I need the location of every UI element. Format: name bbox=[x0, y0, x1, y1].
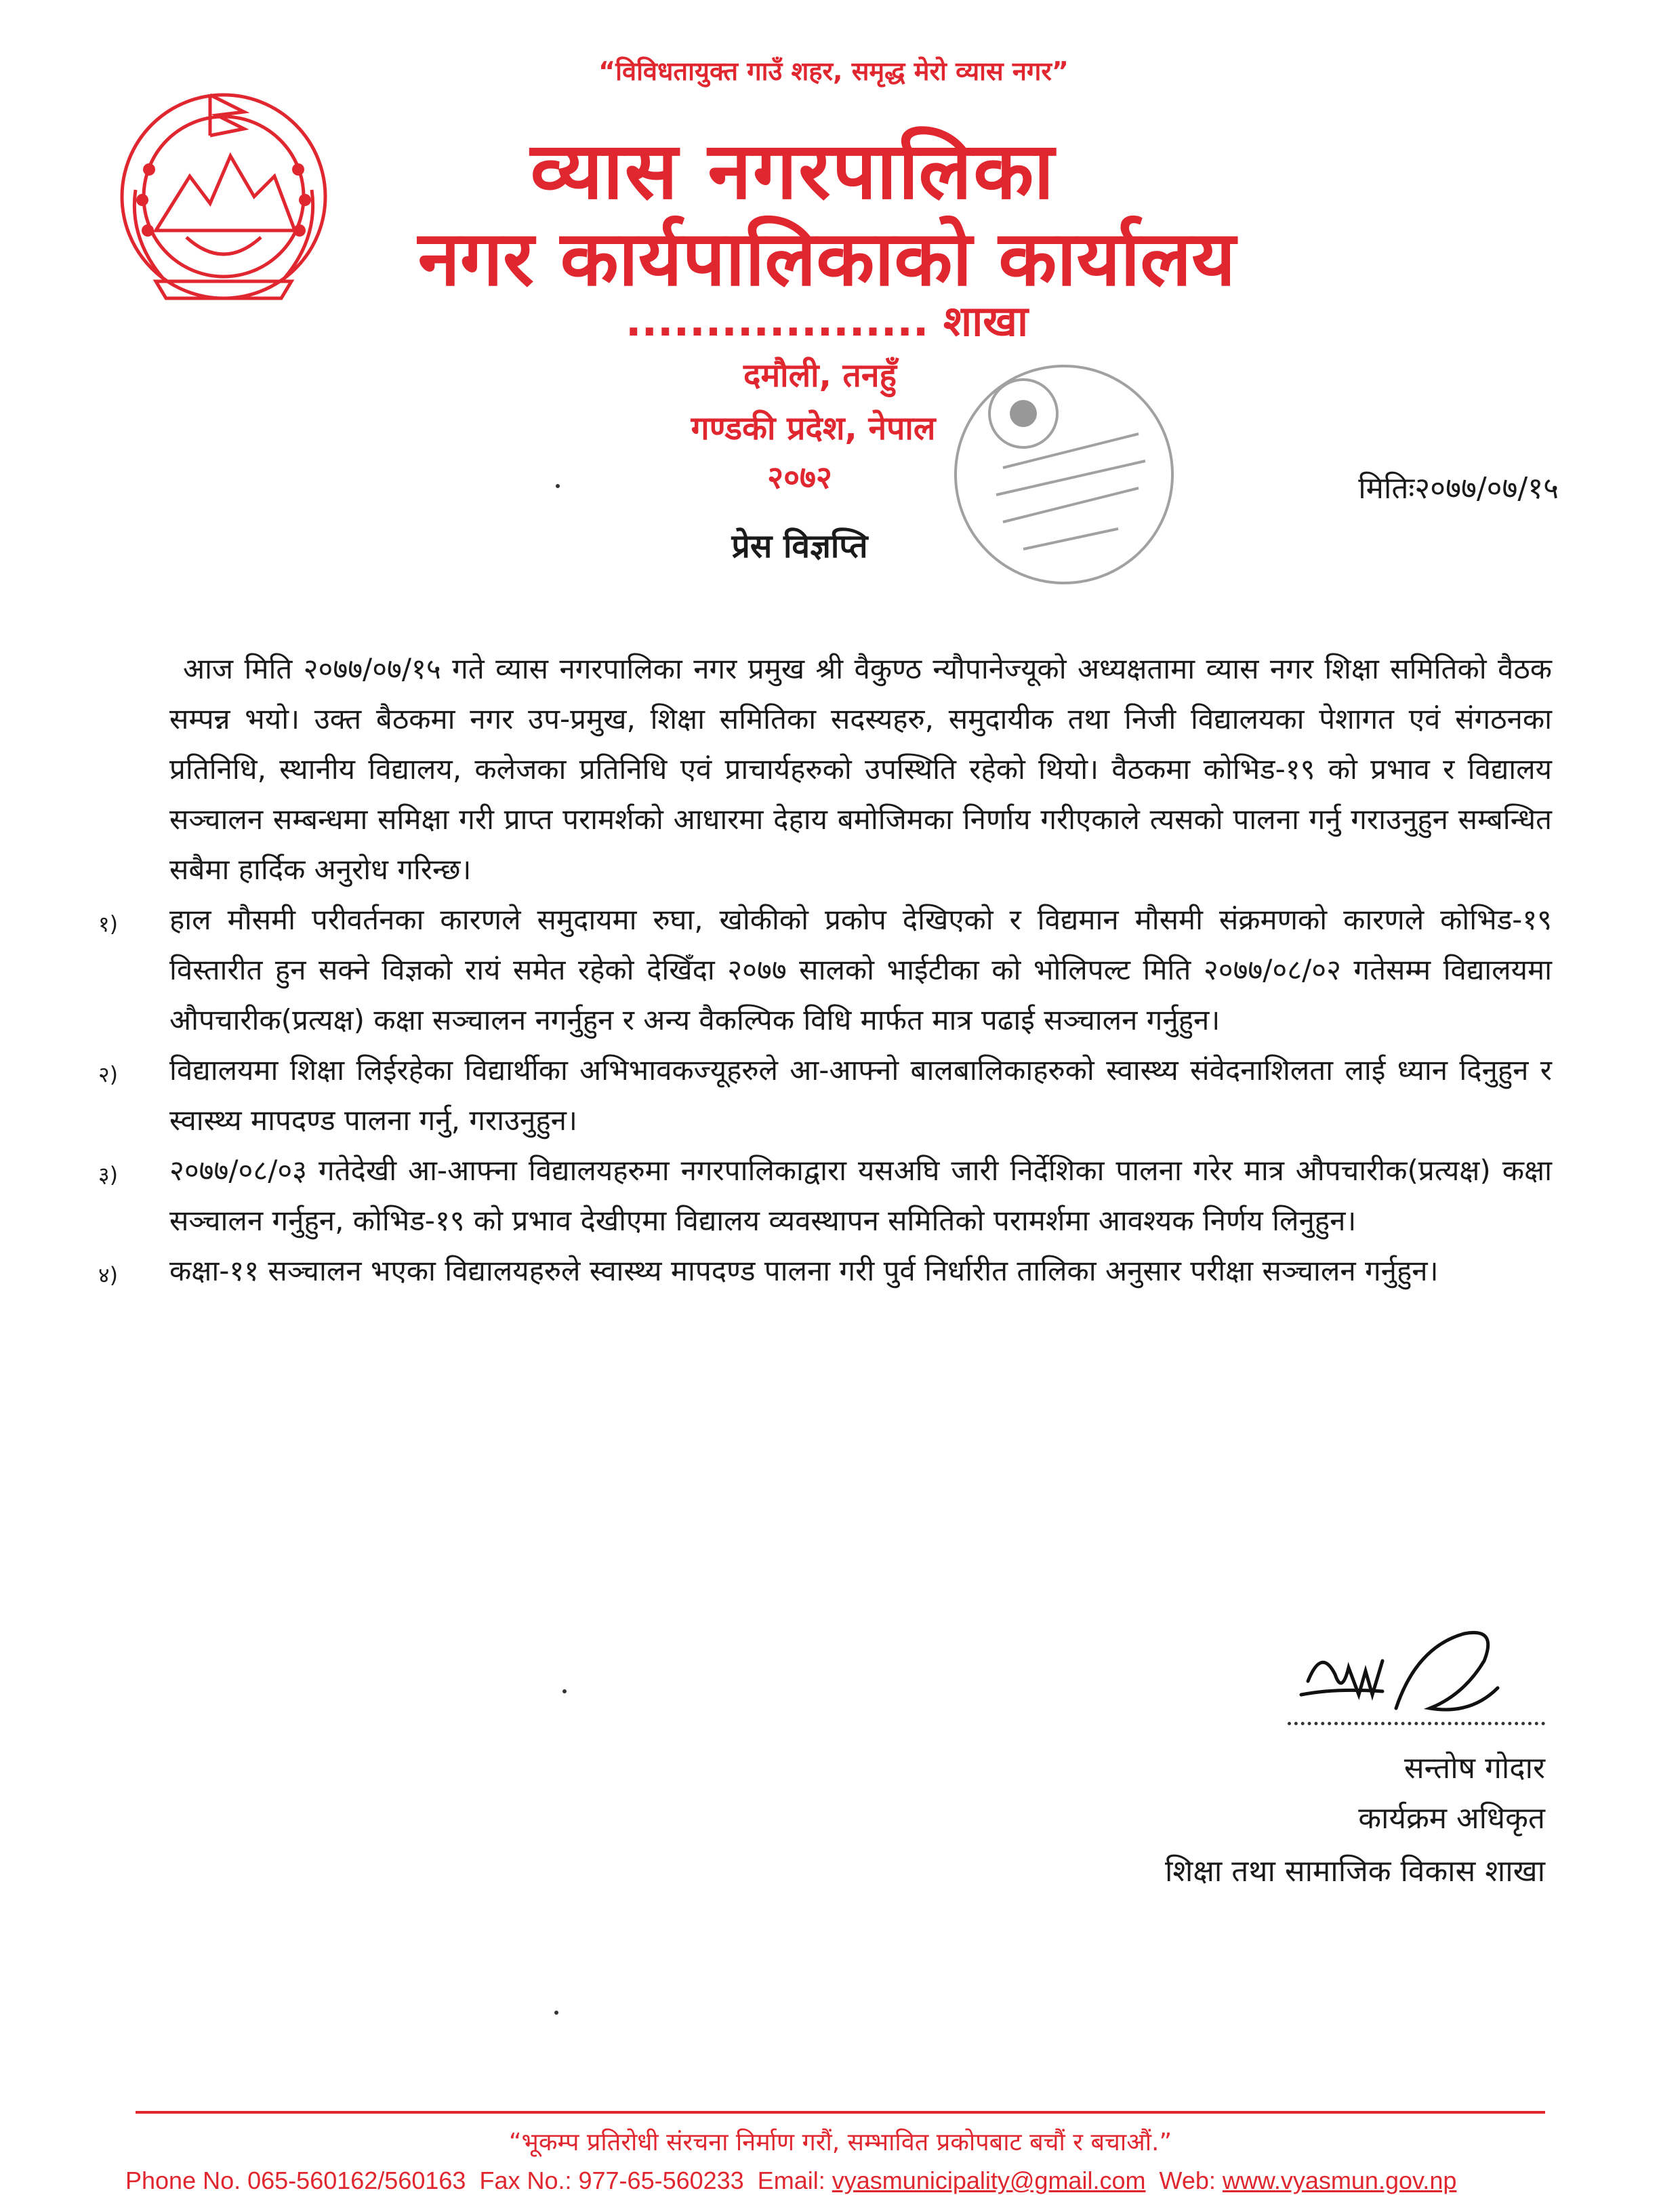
address-line-2: गण्डकी प्रदेश, नेपाल bbox=[691, 409, 936, 447]
footer-email-link[interactable]: vyasmunicipality@gmail.com bbox=[832, 2167, 1146, 2194]
item-number: ३) bbox=[98, 1162, 119, 1188]
municipality-title: व्यास नगरपालिका bbox=[530, 125, 1056, 217]
footer-phone: Phone No. 065-560162/560163 bbox=[125, 2167, 466, 2194]
list-item bbox=[98, 1146, 1552, 1246]
item-text: हाल मौसमी परीवर्तनका कारणले समुदायमा रुघा, खोकीको प्रकोप देखिएको र विद्यमान मौसमी संक्रमणको कारणले कोभिड-१९ विस्तारीत हुन सक्ने विज्ञको रायं समेत रहेको देखिँदा २०७७ सालको भाईटीका को भोलिपल्ट मिति २०७७/०८/०२ गतेसम्म विद्यालयमा औपचारीक(प्रत्यक्ष) कक्षा सञ्चालन नगर्नुहुन र अन्य वैकल्पिक विधि मार्फत मात्र पढाई सञ्चालन गर्नुहुन। bbox=[169, 903, 1552, 1036]
address-line-1: दमौली, तनहुँ bbox=[743, 357, 897, 395]
item-number: १) bbox=[98, 911, 119, 937]
signatory-name: सन्तोष गोदार bbox=[1404, 1751, 1545, 1786]
scan-speck bbox=[556, 484, 560, 488]
list-item bbox=[98, 895, 1552, 1045]
office-stamp bbox=[942, 353, 1186, 597]
item-number: ४) bbox=[98, 1262, 119, 1288]
branch-line: ................... शाखा bbox=[625, 296, 1029, 346]
footer-web-label: Web: bbox=[1159, 2167, 1216, 2194]
intro-paragraph: आज मिति २०७७/०७/१५ गते व्यास नगरपालिका नगर प्रमुख श्री वैकुण्ठ न्यौपानेज्यूको अध्यक्षतामा व्यास नगर शिक्षा समितिको वैठक सम्पन्न भयो। उक्त बैठकमा नगर उप-प्रमुख, शिक्षा समितिका सदस्यहरु, समुदायीक तथा निजी विद्यालयका पेशागत एवं संगठनका प्रतिनिधि, स्थानीय विद्यालय, कलेजका प्रतिनिधि एवं प्राचार्यहरुको उपस्थिति रहेको थियो। वैठकमा कोभिड-१९ को प्रभाव र विद्यालय सञ्चालन सम्बन्धमा समिक्षा गरी प्राप्त परामर्शको आधारमा देहाय बमोजिमका निर्णाय गरीएकाले त्यसको पालना गर्नु गराउनुहुन सम्बन्धित सबैमा हार्दिक अनुरोध गरिन्छ। bbox=[169, 652, 1552, 886]
footer-contact bbox=[125, 2167, 1549, 2195]
item-text: विद्यालयमा शिक्षा लिईरहेका विद्यार्थीका अभिभावकज्यूहरुले आ-आफ्नो बालबालिकाहरुको स्वास्थ्य संवेदनाशिलता लाई ध्यान दिनुहुन र स्वास्थ्य मापदण्ड पालना गर्नु, गराउनुहुन। bbox=[169, 1053, 1552, 1137]
list-item bbox=[98, 1045, 1552, 1146]
item-number: २) bbox=[98, 1062, 119, 1087]
press-release-heading: प्रेस विज्ञप्ति bbox=[731, 527, 868, 565]
footer-slogan: “भूकम्प प्रतिरोधी संरचना निर्माण गरौं, सम्भावित प्रकोपबाट बचौं र बचाऔं.” bbox=[508, 2129, 1172, 2156]
list-item bbox=[98, 1246, 1552, 1296]
header-slogan: “विविधतायुक्त गाउँ शहर, समृद्ध मेरो व्यास नगर” bbox=[598, 56, 1069, 86]
signatory-department: शिक्षा तथा सामाजिक विकास शाखा bbox=[1165, 1854, 1545, 1889]
footer-web-link[interactable]: www.vyasmun.gov.np bbox=[1222, 2167, 1457, 2194]
signatory-role: कार्यक्रम अधिकृत bbox=[1358, 1801, 1545, 1836]
footer-fax: Fax No.: 977-65-560233 bbox=[479, 2167, 744, 2194]
signature-line bbox=[1288, 1722, 1545, 1725]
scan-speck bbox=[554, 2011, 558, 2015]
office-title: नगर कार्यपालिकाको कार्यालय bbox=[417, 215, 1236, 303]
decision-list bbox=[98, 895, 1552, 1296]
handwritten-signature bbox=[1294, 1607, 1538, 1729]
letter-date: मितिः२०७७/०७/१५ bbox=[1358, 471, 1559, 506]
letter-body bbox=[98, 644, 1552, 1296]
established-year: २०७२ bbox=[767, 459, 832, 496]
footer-divider bbox=[136, 2111, 1545, 2114]
footer-email-label: Email: bbox=[757, 2167, 825, 2194]
scan-speck bbox=[562, 1689, 567, 1693]
item-text: कक्षा-११ सञ्चालन भएका विद्यालयहरुले स्वास्थ्य मापदण्ड पालना गरी पुर्व निर्धारीत तालिका अनुसार परीक्षा सञ्चालन गर्नुहुन। bbox=[169, 1254, 1439, 1287]
item-text: २०७७/०८/०३ गतेदेखी आ-आफ्ना विद्यालयहरुमा नगरपालिकाद्वारा यसअघि जारी निर्देशिका पालना गरेर मात्र औपचारीक(प्रत्यक्ष) कक्षा सञ्चालन गर्नुहुन, कोभिड-१९ को प्रभाव देखीएमा विद्यालय व्यवस्थापन समितिको परामर्शमा आवश्यक निर्णय लिनुहुन। bbox=[169, 1154, 1552, 1237]
municipality-emblem bbox=[108, 75, 339, 305]
